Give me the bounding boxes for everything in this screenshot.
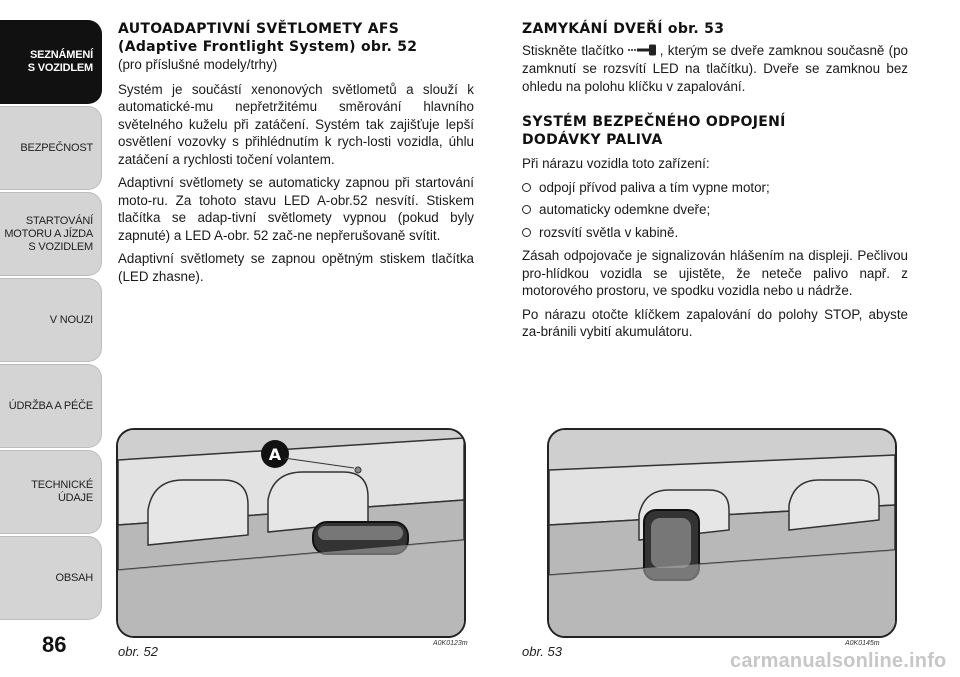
figure-53-caption: obr. 53 [522, 644, 562, 659]
tab-technicke-udaje[interactable] [0, 450, 102, 534]
tab-label: V NOUZI [49, 313, 93, 326]
figure-52-code: A0K0123m [433, 640, 468, 647]
door-lock-panel-illustration [549, 430, 895, 636]
circle-bullet-icon [522, 183, 531, 192]
tab-obsah[interactable] [0, 536, 102, 620]
figure-52-caption: obr. 52 [118, 644, 158, 659]
tab-v-nouzi[interactable] [0, 278, 102, 362]
door-lock-paragraph: Stiskněte tlačítko , kterým se dveře zamknou současně (po zamknutí se rozsvítí LED na tlačítku). Dveře se zamknou bez ohledu na polohu klíčku v zapalování. [522, 43, 908, 94]
tab-label: STARTOVÁNÍ MOTORU A JÍZDA S VOZIDLEM [4, 214, 93, 253]
afs-panel-illustration [118, 430, 464, 636]
tab-label: OBSAH [55, 571, 93, 584]
circle-bullet-icon [522, 228, 531, 237]
afs-subheading: (pro příslušné modely/trhy) [118, 57, 278, 72]
tab-seznameni[interactable] [0, 20, 102, 104]
svg-text:A: A [268, 445, 282, 464]
fuel-cutoff-list [522, 179, 908, 242]
door-lock-heading: ZAMYKÁNÍ DVEŘÍ obr. 53 [522, 21, 725, 37]
list-item: rozsvítí světla v kabině. [522, 224, 908, 242]
tab-label: ÚDRŽBA A PÉČE [8, 399, 93, 412]
afs-paragraph-1: Systém je součástí xenonových světlometů a slouží k automatické-mu nepřetržitému směrování hlavního světelného kuželu při zatáčení. Systém tak zajišťuje lepší osvětlení vozovky s přihlédnutím k rych-losti vozidla, úhlu zatáčení a rychlosti točení volantem. [118, 81, 474, 167]
figure-53-door-lock-button [547, 428, 897, 638]
watermark: carmanualsonline.info [730, 650, 947, 672]
tab-startovani[interactable] [0, 192, 102, 276]
tab-bezpecnost[interactable] [0, 106, 102, 190]
tab-label: BEZPEČNOST [20, 141, 93, 154]
fuel-cutoff-intro: Při nárazu vozidla toto zařízení: [522, 156, 710, 172]
tab-udrzba[interactable] [0, 364, 102, 448]
list-item: automaticky odemkne dveře; [522, 201, 908, 219]
figure-53-code: A0K0145m [845, 640, 880, 647]
fuel-cutoff-heading: SYSTÉM BEZPEČNÉHO ODPOJENÍ DODÁVKY PALIVA [522, 114, 786, 149]
fuel-cutoff-paragraph-2: Po nárazu otočte klíčkem zapalování do polohy STOP, abyste za-bránili vybití akumulátoru. [522, 306, 908, 340]
afs-paragraph-2: Adaptivní světlomety se automaticky zapnou při startování moto-ru. Za tohoto stavu LED A-obr.52 nesvítí. Stiskem tlačítka se adap-tivní světlomety vypnou (pokud byly zapnuté) a LED A-obr. 52 zač-ne nepřerušovaně svítit. [118, 175, 474, 243]
tab-label: TECHNICKÉ ÚDAJE [31, 479, 93, 504]
circle-bullet-icon [522, 205, 531, 214]
right-column [522, 20, 908, 347]
afs-heading: AUTOADAPTIVNÍ SVĚTLOMETY AFS (Adaptive Frontlight System) obr. 52 [118, 21, 418, 55]
list-item: odpojí přívod paliva a tím vypne motor; [522, 179, 908, 197]
figure-52-afs-button [116, 428, 466, 638]
afs-paragraph-3: Adaptivní světlomety se zapnou opětným stiskem tlačítka (LED zhasne). [118, 251, 474, 284]
lock-button-icon [627, 43, 657, 61]
fuel-cutoff-paragraph-1: Zásah odpojovače je signalizován hlášením na displeji. Pečlivou pro-hlídkou vozidla se ujistěte, že neteče palivo např. z motorového prostoru, ve spodku vozidla nebo u nádrže. [522, 248, 908, 299]
page-number: 86 [42, 632, 67, 657]
left-column [118, 20, 474, 291]
chapter-sidebar [0, 20, 102, 622]
tab-label: SEZNÁMENÍ S VOZIDLEM [27, 49, 93, 74]
